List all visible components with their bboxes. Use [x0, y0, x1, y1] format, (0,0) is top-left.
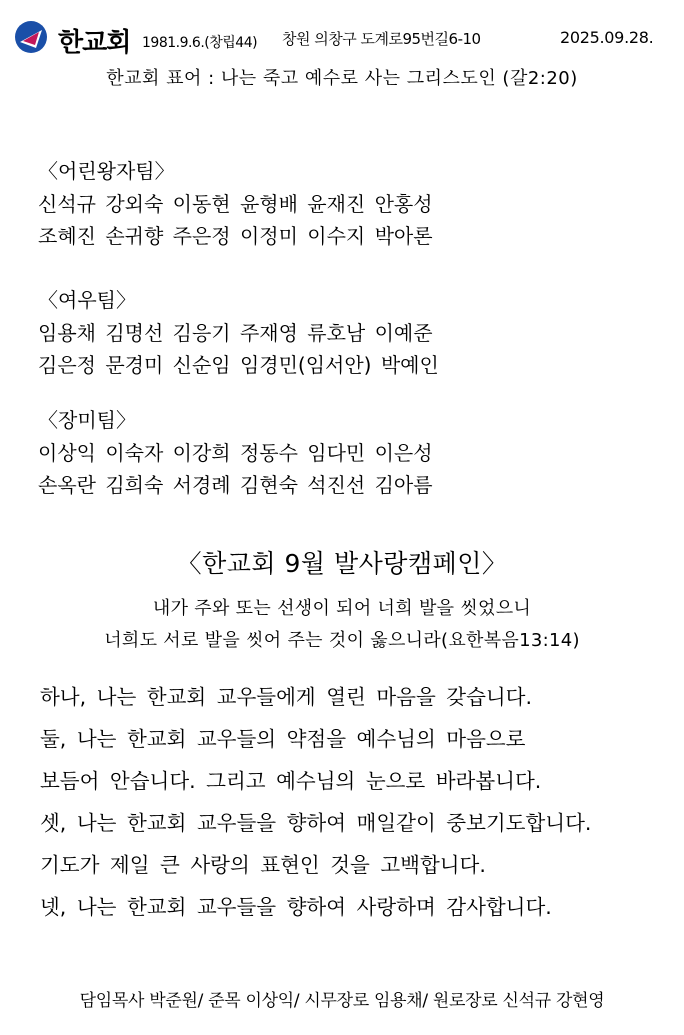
team-title: 〈여우팀〉 [38, 288, 136, 312]
team-block [38, 283, 439, 381]
motto: 한교회 표어 : 나는 죽고 예수로 사는 그리스도인 (갈2:20) [106, 68, 578, 89]
team-members-line: 조혜진 손귀향 주은정 이정미 이수지 박아론 [38, 224, 433, 248]
pledge-line: 둘, 나는 한교회 교우들의 약점을 예수님의 마음으로 [40, 727, 526, 751]
header [14, 18, 674, 58]
founded-date: 1981.9.6.(창립44) [142, 35, 258, 51]
pledge-line: 하나, 나는 한교회 교우들에게 열린 마음을 갖습니다. [40, 685, 532, 709]
church-address: 창원 의창구 도계로95번길6-10 [282, 30, 481, 48]
team-members-line: 손옥란 김희숙 서경례 김현숙 석진선 김아름 [38, 473, 433, 497]
pledge-line: 셋, 나는 한교회 교우들을 향하여 매일같이 중보기도합니다. [40, 811, 592, 835]
pledge-line: 보듬어 안습니다. 그리고 예수님의 눈으로 바라봅니다. [40, 769, 542, 793]
bulletin-date: 2025.09.28. [560, 28, 654, 47]
team-block [38, 154, 433, 252]
pledge-line: 넷, 나는 한교회 교우들을 향하여 사랑하며 감사합니다. [40, 895, 552, 919]
team-block [38, 403, 433, 501]
church-name: 한교회 [58, 28, 131, 58]
team-title: 〈어린왕자팀〉 [38, 159, 175, 183]
campaign-title: 〈한교회 9월 발사랑캠페인〉 [176, 549, 508, 578]
team-members-line: 임용채 김명선 김응기 주재영 류호남 이예준 [38, 321, 433, 345]
staff-footer: 담임목사 박준원/ 준목 이상익/ 시무장로 임용채/ 원로장로 신석규 강현영 [79, 991, 605, 1011]
team-title: 〈장미팀〉 [38, 408, 136, 432]
team-members-line: 신석규 강외숙 이동현 윤형배 윤재진 안홍성 [38, 192, 433, 216]
verse-line: 너희도 서로 발을 씻어 주는 것이 옳으니라(요한복음13:14) [104, 630, 580, 651]
pledge-line: 기도가 제일 큰 사랑의 표현인 것을 고백합니다. [40, 853, 486, 877]
pledge-list [40, 676, 591, 928]
verse-line: 내가 주와 또는 선생이 되어 너희 발을 씻었으니 [152, 598, 532, 619]
team-members-line: 이상익 이숙자 이강희 정동수 임다민 이은성 [38, 441, 433, 465]
team-members-line: 김은정 문경미 신순임 임경민(임서안) 박예인 [38, 353, 439, 377]
church-logo-icon [14, 20, 48, 54]
